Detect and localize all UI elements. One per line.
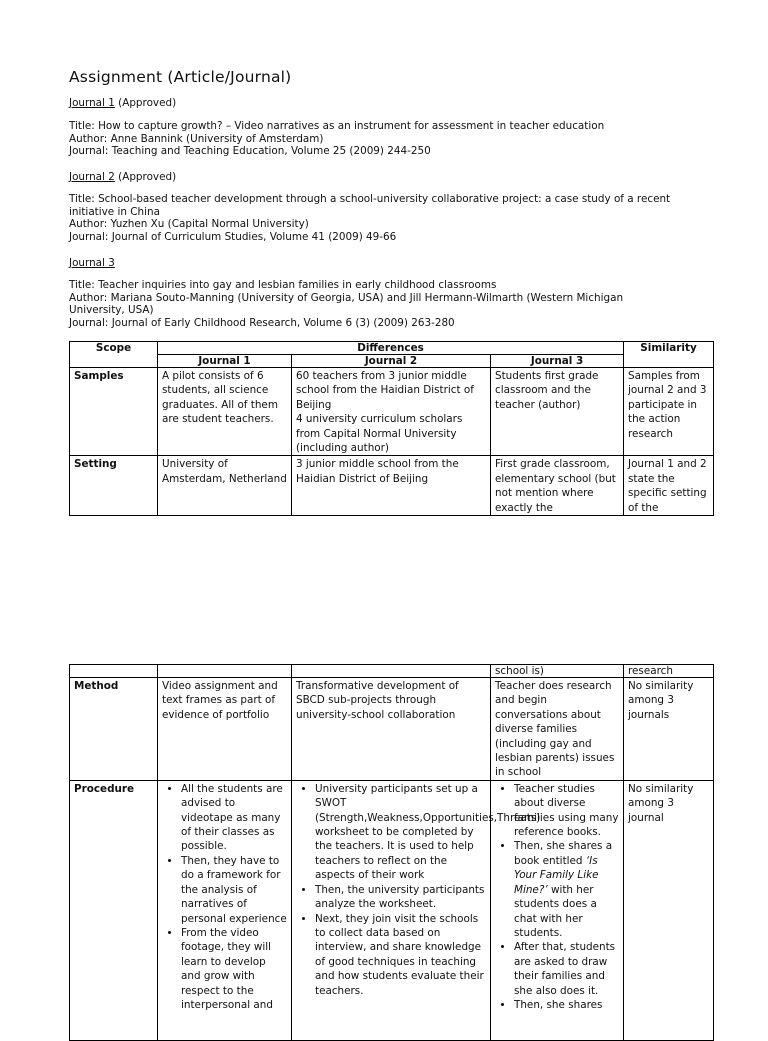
list-item: • Then, she shares — [514, 998, 619, 1012]
method-journal-1: Video assignment and text frames as part of evidence of portfolio — [158, 678, 292, 781]
procedure-similarity: No similarity among 3 journal — [624, 780, 714, 1040]
setting-journal-1: University of Amsterdam, Netherland — [158, 456, 292, 516]
procedure-journal-1 — [158, 780, 292, 1040]
book-intro-text: Then, she shares a book entitled — [514, 840, 613, 867]
table-row-samples — [70, 368, 714, 456]
table-row-setting — [70, 456, 714, 516]
procedure-journal-2-list — [296, 782, 541, 998]
setting-journal-3: First grade classroom, elementary school (but not mention where exactly the — [491, 456, 624, 516]
journal-2-label: Journal 2 — [69, 171, 115, 183]
journal-2-source: Journal: Journal of Curriculum Studies, Volume 41 (2009) 49-66 — [69, 230, 397, 243]
journal-2-title: Title: School-based teacher development through a school-university collaborative project: a case study of a recent initiative in China — [69, 193, 671, 218]
journal-3-title: Title: Teacher inquiries into gay and lesbian families in early childhood classrooms — [69, 279, 497, 291]
samples-journal-2-line-2: 4 university curriculum scholars from Capital Normal University (including author) — [296, 413, 463, 455]
comparison-table-part-2 — [69, 664, 714, 1041]
list-item: • Then, the university participants analyze the worksheet. — [315, 883, 486, 912]
journal-3-heading — [69, 257, 709, 270]
row-label-setting: Setting — [70, 456, 158, 516]
table-row-method — [70, 678, 714, 781]
row-label-method: Method — [70, 678, 158, 781]
header-differences: Differences — [158, 342, 624, 355]
procedure-journal-2 — [292, 780, 541, 1040]
journal-1-title: Title: How to capture growth? – Video narratives as an instrument for assessment in teacher education — [69, 120, 605, 132]
samples-journal-1: A pilot consists of 6 students, all science graduates. All of them are student teachers. — [158, 368, 292, 456]
header-scope: Scope — [70, 342, 158, 368]
list-item: • University participants set up a SWOT (Strength,Weakness,Opportunities,Threats) worksheet to be completed by the teachers. It is used to help teachers to reflect on the aspects of their work — [315, 782, 486, 883]
header-journal-1: Journal 1 — [158, 355, 292, 368]
list-item: • Next, they join visit the schools to collect data based on interview, and share knowledge of good techniques in teaching and how students evaluate their teachers. — [315, 912, 486, 998]
journal-1-label: Journal 1 — [69, 97, 115, 109]
list-item — [514, 839, 619, 940]
journal-3-source: Journal: Journal of Early Childhood Research, Volume 6 (3) (2009) 263-280 — [69, 316, 455, 329]
page-title: Assignment (Article/Journal) — [69, 68, 292, 86]
row-label-samples: Samples — [70, 368, 158, 456]
samples-similarity: Samples from journal 2 and 3 participate in the action research — [624, 368, 714, 456]
method-journal-2: Transformative development of SBCD sub-projects through university-school collaboration — [292, 678, 491, 781]
book-title: ‘Is Your Family Like Mine?’ — [514, 854, 599, 896]
samples-journal-3: Students first grade classroom and the teacher (author) — [491, 368, 624, 456]
comparison-table-part-1 — [69, 341, 714, 516]
list-item: • Teacher studies about diverse families using many reference books. — [514, 782, 619, 840]
journal-2-author: Author: Yuzhen Xu (Capital Normal University) — [69, 218, 309, 231]
procedure-journal-3-list — [495, 782, 619, 1013]
method-similarity: No similarity among 3 journals — [624, 678, 714, 781]
journal-1-details — [69, 120, 709, 158]
journal-2-details — [69, 193, 699, 243]
header-journal-2: Journal 2 — [292, 355, 491, 368]
journal-2-status: (Approved) — [118, 171, 177, 183]
procedure-journal-1-list — [162, 782, 287, 1013]
continued-journal-1 — [158, 665, 292, 678]
journal-1-heading — [69, 97, 709, 110]
header-journal-3: Journal 3 — [491, 355, 624, 368]
method-journal-3: Teacher does research and begin conversations about diverse families (including gay and lesbian parents) issues in school — [491, 678, 624, 781]
book-outro-text: with her students does a chat with her students. — [514, 883, 597, 939]
continued-journal-3: school is) — [491, 665, 624, 678]
journal-1-status: (Approved) — [118, 97, 177, 109]
samples-journal-2-line-1: 60 teachers from 3 junior middle school from the Haidian District of Beijing — [296, 370, 474, 411]
journal-2-heading — [69, 171, 709, 184]
samples-journal-2 — [292, 368, 491, 456]
list-item: • Then, they have to do a framework for the analysis of narratives of personal experience — [181, 854, 287, 926]
list-item: • From the video footage, they will learn to develop and grow with respect to the interpersonal and — [181, 926, 287, 1012]
list-item: • After that, students are asked to draw their families and she also does it. — [514, 940, 619, 998]
table-row-continued — [70, 665, 714, 678]
setting-similarity: Journal 1 and 2 state the specific setting of the — [624, 456, 714, 516]
journal-1-source: Journal: Teaching and Teaching Education, Volume 25 (2009) 244-250 — [69, 145, 431, 158]
continued-journal-2 — [292, 665, 491, 678]
journal-3-details — [69, 279, 669, 329]
continued-similarity: research — [624, 665, 714, 678]
journal-3-author: Author: Mariana Souto-Manning (University of Georgia, USA) and Jill Hermann-Wilmarth (Western Michigan University, USA) — [69, 291, 624, 317]
header-similarity: Similarity — [624, 342, 714, 368]
journal-1-author: Author: Anne Bannink (University of Amsterdam) — [69, 132, 324, 145]
row-label-procedure: Procedure — [70, 780, 158, 1040]
journal-3-label: Journal 3 — [69, 257, 115, 269]
list-item: • All the students are advised to videotape as many of their classes as possible. — [181, 782, 287, 854]
setting-journal-2: 3 junior middle school from the Haidian District of Beijing — [292, 456, 491, 516]
table-row-procedure — [70, 780, 714, 1040]
continued-scope — [70, 665, 158, 678]
